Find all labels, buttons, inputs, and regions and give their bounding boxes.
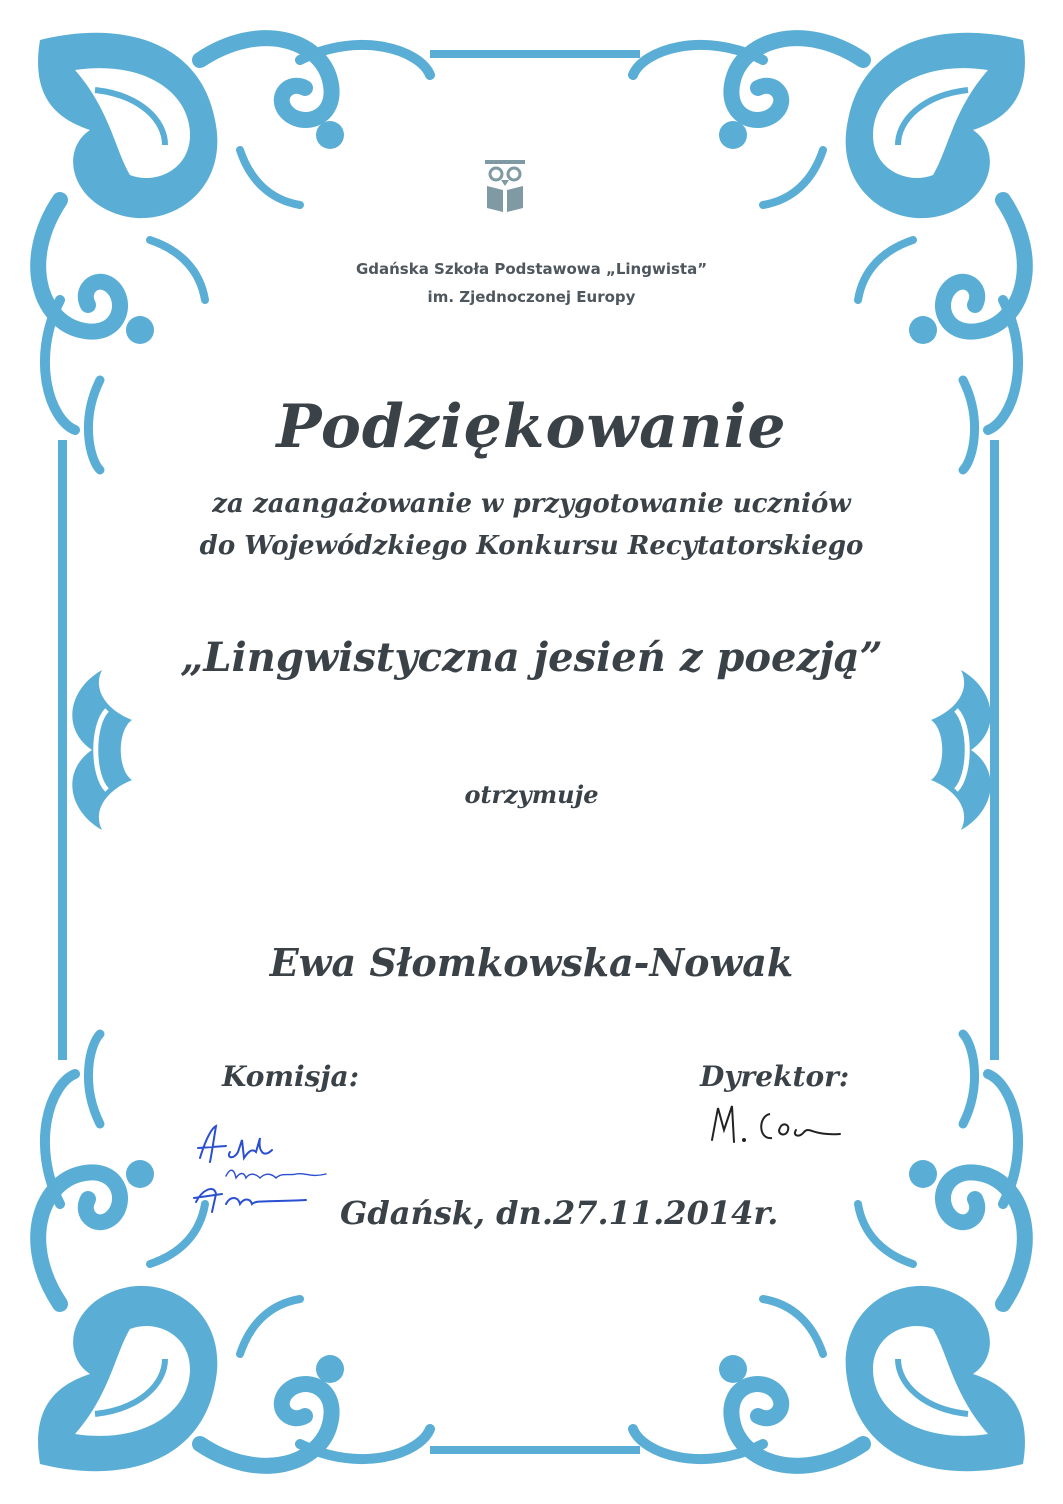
committee-label: Komisja: (222, 1060, 360, 1093)
school-name: Gdańska Szkoła Podstawowa „Lingwista” (355, 260, 708, 278)
recipient-name: Ewa Słomkowska-Nowak (269, 940, 794, 985)
director-signature (700, 1100, 850, 1150)
contest-name: „Lingwistyczna jesień z poezją” (180, 634, 883, 681)
frame-corner-bottom-left (38, 1034, 430, 1471)
school-patron: im. Zjednoczonej Europy (427, 288, 636, 306)
owl-book-logo-icon (483, 158, 527, 214)
committee-signatures (186, 1118, 346, 1218)
certificate-title: Podziękowanie (276, 392, 787, 462)
place-date: Gdańsk, dn.27.11.2014r. (340, 1194, 779, 1232)
certificate-subtitle-line1: za zaangażowanie w przygotowanie uczniów (212, 489, 851, 519)
receives-label: otrzymuje (464, 780, 599, 809)
director-label: Dyrektor: (700, 1060, 850, 1093)
certificate-subtitle-line2: do Wojewódzkiego Konkursu Recytatorskiego (199, 531, 864, 561)
